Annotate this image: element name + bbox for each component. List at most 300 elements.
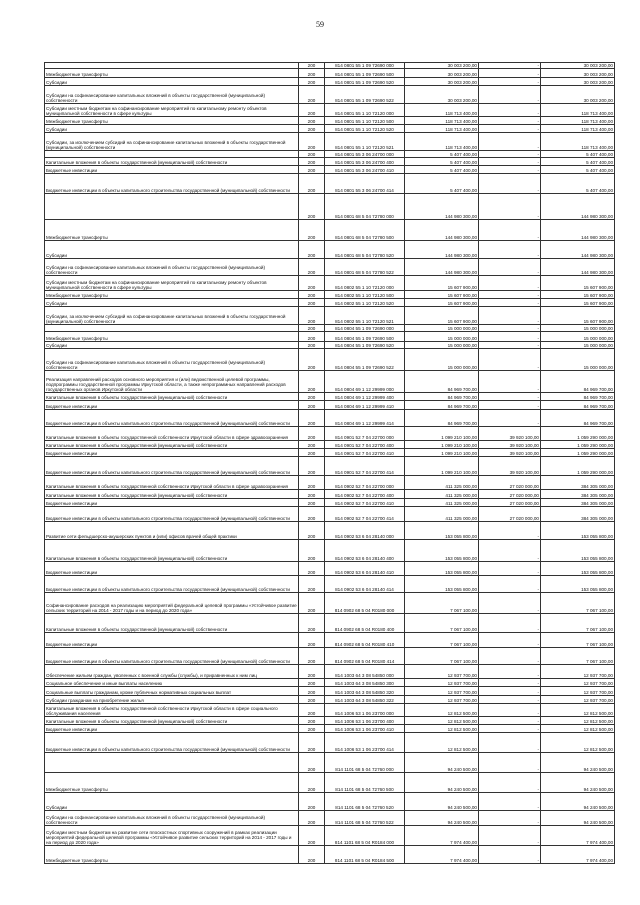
- table-row: [45, 499, 615, 507]
- row-code-cell: 200: [299, 614, 325, 633]
- row-name-cell: Межбюджетные трансферты: [45, 117, 299, 125]
- row-name-cell: Бюджетные инвестиции: [45, 401, 299, 410]
- row-total-cell: 15 607 900,00: [541, 299, 615, 307]
- row-amount-cell: 5 407 400,00: [405, 166, 479, 174]
- table-row: [45, 166, 615, 174]
- table-row: [45, 687, 615, 696]
- row-code-cell: 200: [299, 194, 325, 220]
- row-code-cell: 200: [299, 826, 325, 846]
- row-amount-cell: 411 325 000,00: [405, 507, 479, 522]
- row-amount-cell: 144 980 300,00: [405, 259, 479, 276]
- table-row: [45, 276, 615, 291]
- row-code-cell: 200: [299, 593, 325, 614]
- row-classification-code-cell: 814 1006 53 1 06 23700 414: [325, 733, 405, 753]
- row-code-cell: 200: [299, 499, 325, 507]
- row-code-cell: 200: [299, 393, 325, 401]
- row-code-cell: 200: [299, 687, 325, 696]
- table-row: [45, 679, 615, 687]
- row-total-cell: 12 937 700,00: [541, 665, 615, 679]
- row-classification-code-cell: 814 0801 55 1 10 72120 500: [325, 117, 405, 125]
- row-amount-cell: 7 067 100,00: [405, 593, 479, 614]
- row-classification-code-cell: 814 0902 52 7 04 22700 400: [325, 490, 405, 499]
- table-row: [45, 78, 615, 86]
- row-change-cell: -: [479, 151, 541, 158]
- row-change-cell: -: [479, 241, 541, 259]
- row-name-cell: Софинансирование расходов на реализацию мероприятий федеральной целевой программы «Устойчивое развитие сельских территорий на 2014 - 2017 годы и на период до 2020 года»: [45, 593, 299, 614]
- row-change-cell: -: [479, 371, 541, 393]
- row-amount-cell: 153 055 800,00: [405, 540, 479, 562]
- row-code-cell: 200: [299, 733, 325, 753]
- row-amount-cell: 118 713 400,00: [405, 133, 479, 151]
- row-total-cell: 30 003 200,00: [541, 78, 615, 86]
- row-name-cell: Субсидии гражданам на приобретение жилья: [45, 696, 299, 704]
- row-amount-cell: 411 325 000,00: [405, 476, 479, 490]
- table-row: [45, 633, 615, 648]
- row-total-cell: 1 059 290 000,00: [541, 427, 615, 441]
- row-classification-code-cell: 814 0801 55 1 09 72690 000: [325, 63, 405, 69]
- row-change-cell: -: [479, 576, 541, 593]
- row-code-cell: 200: [299, 441, 325, 449]
- row-code-cell: 200: [299, 476, 325, 490]
- row-total-cell: 153 055 800,00: [541, 540, 615, 562]
- table-row: [45, 449, 615, 457]
- table-row: [45, 614, 615, 633]
- row-amount-cell: 30 003 200,00: [405, 78, 479, 86]
- row-name-cell: [45, 194, 299, 220]
- row-change-cell: -: [479, 846, 541, 864]
- table-row: [45, 507, 615, 522]
- row-name-cell: Социальное обеспечение и иные выплаты населению: [45, 679, 299, 687]
- row-classification-code-cell: 814 0902 68 5 04 R0180 414: [325, 648, 405, 665]
- row-classification-code-cell: 814 0801 68 5 04 72780 500: [325, 220, 405, 241]
- row-name-cell: Реализация направлений расходов основного мероприятия и (или) ведомственной целевой программы, подпрограммы государственной программы Иркутской области, а также непрограммных направлений расходов государственных органов Иркутской области: [45, 371, 299, 393]
- row-name-cell: Капитальные вложения в объекты государственной (муниципальной) собственности: [45, 441, 299, 449]
- row-code-cell: 200: [299, 773, 325, 793]
- table-row: [45, 648, 615, 665]
- row-change-cell: -: [479, 593, 541, 614]
- row-amount-cell: 7 067 100,00: [405, 648, 479, 665]
- table-row: [45, 410, 615, 427]
- table-row: [45, 401, 615, 410]
- row-code-cell: 200: [299, 507, 325, 522]
- table-row: [45, 562, 615, 576]
- row-name-cell: Субсидии на софинансирование капитальных вложений в объекты государственной (муниципальной) собственности: [45, 86, 299, 104]
- row-name-cell: Бюджетные инвестиции в объекты капитального строительства государственной (муниципальной) собственности: [45, 457, 299, 476]
- row-code-cell: 200: [299, 540, 325, 562]
- row-total-cell: 12 812 500,00: [541, 704, 615, 717]
- row-change-cell: -: [479, 614, 541, 633]
- table-row: [45, 307, 615, 325]
- row-name-cell: Капитальные вложения в объекты государственной (муниципальной) собственности: [45, 393, 299, 401]
- page-number: 59: [316, 20, 324, 29]
- row-classification-code-cell: 814 1101 68 5 04 R0184 000: [325, 826, 405, 846]
- row-classification-code-cell: 814 0902 53 6 04 28140 000: [325, 522, 405, 540]
- row-change-cell: 27 020 000,00: [479, 507, 541, 522]
- row-total-cell: 84 969 700,00: [541, 410, 615, 427]
- table-row: [45, 522, 615, 540]
- row-change-cell: -: [479, 349, 541, 371]
- table-row: [45, 793, 615, 811]
- table-row: [45, 291, 615, 299]
- row-classification-code-cell: 814 0804 69 1 12 29999 410: [325, 401, 405, 410]
- row-classification-code-cell: 814 1003 64 3 08 54850 322: [325, 696, 405, 704]
- row-total-cell: 5 407 400,00: [541, 166, 615, 174]
- row-classification-code-cell: 814 0902 68 5 04 R0180 000: [325, 593, 405, 614]
- row-change-cell: -: [479, 733, 541, 753]
- row-total-cell: 153 055 800,00: [541, 522, 615, 540]
- table-row: [45, 725, 615, 733]
- row-classification-code-cell: 814 0902 68 5 04 R0180 410: [325, 633, 405, 648]
- row-total-cell: 12 937 700,00: [541, 696, 615, 704]
- row-name-cell: Обеспечение жильем граждан, уволенных с военной службы (службы), и приравненных к ним лиц: [45, 665, 299, 679]
- row-name-cell: Бюджетные инвестиции: [45, 166, 299, 174]
- row-amount-cell: 7 067 100,00: [405, 614, 479, 633]
- row-name-cell: Субсидии местным бюджетам на софинансирование мероприятий по капитальному ремонту объектов муниципальной собственности в сфере культуры: [45, 276, 299, 291]
- row-amount-cell: 30 003 200,00: [405, 63, 479, 69]
- row-amount-cell: 30 003 200,00: [405, 86, 479, 104]
- row-total-cell: 1 059 290 000,00: [541, 441, 615, 449]
- row-change-cell: -: [479, 401, 541, 410]
- row-change-cell: -: [479, 63, 541, 69]
- table-row: [45, 717, 615, 725]
- row-amount-cell: 5 407 400,00: [405, 158, 479, 166]
- table-row: [45, 733, 615, 753]
- row-classification-code-cell: 814 1003 64 3 08 54850 320: [325, 687, 405, 696]
- row-amount-cell: 15 607 900,00: [405, 291, 479, 299]
- row-total-cell: 84 969 700,00: [541, 393, 615, 401]
- row-code-cell: 200: [299, 78, 325, 86]
- row-name-cell: Субсидии, за исключением субсидий на софинансирование капитальных вложений в объекты государственной (муниципальной) собственности: [45, 133, 299, 151]
- row-name-cell: Субсидии: [45, 793, 299, 811]
- row-classification-code-cell: 814 0901 52 7 04 22700 410: [325, 449, 405, 457]
- row-amount-cell: 15 000 000,00: [405, 325, 479, 332]
- row-change-cell: -: [479, 276, 541, 291]
- table-row: [45, 332, 615, 342]
- row-change-cell: 39 920 100,00: [479, 457, 541, 476]
- row-code-cell: 200: [299, 846, 325, 864]
- row-change-cell: -: [479, 793, 541, 811]
- row-amount-cell: 153 055 800,00: [405, 562, 479, 576]
- row-name-cell: Капитальные вложения в объекты государственной (муниципальной) собственности: [45, 614, 299, 633]
- row-amount-cell: 12 937 700,00: [405, 687, 479, 696]
- row-name-cell: Субсидии местным бюджетам на софинансирование мероприятий по капитальному ремонту объектов муниципальной собственности в сфере культуры: [45, 104, 299, 117]
- row-amount-cell: 12 812 500,00: [405, 704, 479, 717]
- row-total-cell: 94 240 500,00: [541, 773, 615, 793]
- row-total-cell: 118 713 400,00: [541, 133, 615, 151]
- row-classification-code-cell: 814 0801 55 1 10 72120 000: [325, 104, 405, 117]
- row-code-cell: 200: [299, 401, 325, 410]
- table-row: [45, 125, 615, 133]
- row-total-cell: 12 812 500,00: [541, 733, 615, 753]
- row-change-cell: -: [479, 78, 541, 86]
- row-name-cell: Капитальные вложения в объекты государственной собственности Иркутской области в сфере здравоохранения: [45, 427, 299, 441]
- row-total-cell: 1 059 290 000,00: [541, 449, 615, 457]
- row-name-cell: Капитальные вложения в объекты государственной (муниципальной) собственности: [45, 490, 299, 499]
- row-total-cell: 5 407 400,00: [541, 158, 615, 166]
- table-row: [45, 393, 615, 401]
- row-code-cell: 200: [299, 371, 325, 393]
- row-change-cell: -: [479, 104, 541, 117]
- row-name-cell: Межбюджетные трансферты: [45, 69, 299, 78]
- budget-table: [44, 62, 615, 864]
- row-code-cell: 200: [299, 633, 325, 648]
- table-row: [45, 349, 615, 371]
- row-total-cell: 384 305 000,00: [541, 476, 615, 490]
- row-amount-cell: 144 980 300,00: [405, 241, 479, 259]
- row-total-cell: 15 607 900,00: [541, 291, 615, 299]
- row-name-cell: Бюджетные инвестиции: [45, 633, 299, 648]
- row-classification-code-cell: 814 0902 52 7 04 22700 414: [325, 507, 405, 522]
- table-row: [45, 427, 615, 441]
- row-classification-code-cell: 814 0804 55 1 09 72690 500: [325, 332, 405, 342]
- row-change-cell: 27 020 000,00: [479, 490, 541, 499]
- row-total-cell: 15 607 900,00: [541, 276, 615, 291]
- table-row: [45, 576, 615, 593]
- table-row: [45, 441, 615, 449]
- row-amount-cell: 30 003 200,00: [405, 69, 479, 78]
- row-change-cell: -: [479, 410, 541, 427]
- row-total-cell: 7 067 100,00: [541, 633, 615, 648]
- row-amount-cell: 12 937 700,00: [405, 665, 479, 679]
- row-total-cell: 30 003 200,00: [541, 86, 615, 104]
- row-code-cell: 200: [299, 811, 325, 826]
- row-classification-code-cell: 814 0902 52 7 04 22700 410: [325, 499, 405, 507]
- row-change-cell: -: [479, 299, 541, 307]
- row-amount-cell: 12 812 500,00: [405, 725, 479, 733]
- row-change-cell: -: [479, 665, 541, 679]
- row-code-cell: 200: [299, 410, 325, 427]
- row-change-cell: -: [479, 562, 541, 576]
- row-name-cell: Субсидии, за исключением субсидий на софинансирование капитальных вложений в объекты государственной (муниципальной) собственности: [45, 307, 299, 325]
- row-amount-cell: 15 607 900,00: [405, 299, 479, 307]
- row-amount-cell: 1 099 210 100,00: [405, 449, 479, 457]
- row-change-cell: -: [479, 194, 541, 220]
- row-change-cell: -: [479, 679, 541, 687]
- table-row: [45, 593, 615, 614]
- row-name-cell: Бюджетные инвестиции: [45, 449, 299, 457]
- row-classification-code-cell: 814 1101 68 5 04 72760 520: [325, 793, 405, 811]
- row-amount-cell: 94 240 500,00: [405, 773, 479, 793]
- row-amount-cell: 15 607 900,00: [405, 307, 479, 325]
- row-total-cell: 7 974 400,00: [541, 846, 615, 864]
- row-amount-cell: 84 969 700,00: [405, 393, 479, 401]
- row-classification-code-cell: 814 0801 55 3 06 24700 400: [325, 158, 405, 166]
- row-change-cell: -: [479, 826, 541, 846]
- row-amount-cell: 1 099 210 100,00: [405, 441, 479, 449]
- row-classification-code-cell: 814 0802 55 1 10 72120 521: [325, 307, 405, 325]
- row-classification-code-cell: 814 0801 68 5 04 72780 522: [325, 259, 405, 276]
- row-code-cell: 200: [299, 717, 325, 725]
- row-change-cell: -: [479, 307, 541, 325]
- row-name-cell: Межбюджетные трансферты: [45, 220, 299, 241]
- row-classification-code-cell: 814 0802 55 1 10 72120 520: [325, 299, 405, 307]
- row-change-cell: -: [479, 522, 541, 540]
- row-amount-cell: 12 937 700,00: [405, 679, 479, 687]
- row-change-cell: -: [479, 69, 541, 78]
- row-name-cell: Бюджетные инвестиции в объекты капитального строительства государственной (муниципальной) собственности: [45, 733, 299, 753]
- row-amount-cell: 1 099 210 100,00: [405, 457, 479, 476]
- row-amount-cell: 12 812 500,00: [405, 733, 479, 753]
- row-classification-code-cell: 814 1006 53 1 06 23700 410: [325, 725, 405, 733]
- row-total-cell: 94 240 500,00: [541, 793, 615, 811]
- row-name-cell: Бюджетные инвестиции в объекты капитального строительства государственной (муниципальной) собственности: [45, 410, 299, 427]
- row-classification-code-cell: 814 1101 68 5 04 72760 522: [325, 811, 405, 826]
- table-row: [45, 174, 615, 194]
- table-row: [45, 259, 615, 276]
- row-name-cell: Бюджетные инвестиции: [45, 499, 299, 507]
- row-amount-cell: 144 980 300,00: [405, 220, 479, 241]
- row-total-cell: 7 067 100,00: [541, 648, 615, 665]
- row-code-cell: 200: [299, 696, 325, 704]
- table-row: [45, 476, 615, 490]
- table-row: [45, 158, 615, 166]
- row-code-cell: 200: [299, 576, 325, 593]
- row-total-cell: 15 000 000,00: [541, 332, 615, 342]
- row-code-cell: 200: [299, 665, 325, 679]
- row-total-cell: 94 240 500,00: [541, 811, 615, 826]
- row-classification-code-cell: 814 0901 52 7 04 22700 400: [325, 441, 405, 449]
- table-row: [45, 753, 615, 773]
- row-total-cell: 1 059 290 000,00: [541, 457, 615, 476]
- row-name-cell: Межбюджетные трансферты: [45, 773, 299, 793]
- row-total-cell: 7 974 400,00: [541, 826, 615, 846]
- row-total-cell: 84 969 700,00: [541, 401, 615, 410]
- row-classification-code-cell: 814 0801 55 3 06 24700 000: [325, 151, 405, 158]
- row-code-cell: 200: [299, 307, 325, 325]
- row-code-cell: 200: [299, 793, 325, 811]
- row-total-cell: 153 055 800,00: [541, 576, 615, 593]
- row-code-cell: 200: [299, 241, 325, 259]
- row-classification-code-cell: 814 0901 52 7 04 22700 414: [325, 457, 405, 476]
- row-total-cell: 12 812 500,00: [541, 717, 615, 725]
- row-code-cell: 200: [299, 753, 325, 773]
- row-code-cell: 200: [299, 349, 325, 371]
- row-amount-cell: 84 969 700,00: [405, 410, 479, 427]
- row-name-cell: Капитальные вложения в объекты государственной собственности Иркутской области в сфере здравоохранения: [45, 476, 299, 490]
- row-change-cell: -: [479, 166, 541, 174]
- table-row: [45, 457, 615, 476]
- row-name-cell: [45, 753, 299, 773]
- row-change-cell: 39 920 100,00: [479, 441, 541, 449]
- row-amount-cell: 15 000 000,00: [405, 349, 479, 371]
- row-total-cell: 118 713 400,00: [541, 104, 615, 117]
- row-name-cell: [45, 151, 299, 158]
- table-row: [45, 151, 615, 158]
- row-name-cell: Субсидии: [45, 78, 299, 86]
- row-classification-code-cell: 814 0804 55 1 09 72690 522: [325, 349, 405, 371]
- row-amount-cell: 153 055 800,00: [405, 522, 479, 540]
- table-row: [45, 371, 615, 393]
- row-amount-cell: 12 812 500,00: [405, 717, 479, 725]
- row-change-cell: -: [479, 811, 541, 826]
- table-row: [45, 704, 615, 717]
- row-classification-code-cell: 814 1101 68 5 04 72760 500: [325, 773, 405, 793]
- row-amount-cell: 5 407 400,00: [405, 174, 479, 194]
- row-name-cell: Бюджетные инвестиции в объекты капитального строительства государственной (муниципальной) собственности: [45, 174, 299, 194]
- row-change-cell: -: [479, 704, 541, 717]
- row-change-cell: 27 020 000,00: [479, 499, 541, 507]
- row-amount-cell: 84 969 700,00: [405, 401, 479, 410]
- row-classification-code-cell: 814 1006 53 1 06 23700 400: [325, 717, 405, 725]
- row-name-cell: Субсидии: [45, 342, 299, 349]
- row-total-cell: 5 407 400,00: [541, 151, 615, 158]
- row-change-cell: -: [479, 332, 541, 342]
- row-total-cell: 15 000 000,00: [541, 342, 615, 349]
- row-code-cell: 200: [299, 104, 325, 117]
- row-amount-cell: 118 713 400,00: [405, 125, 479, 133]
- row-total-cell: 7 067 100,00: [541, 593, 615, 614]
- row-classification-code-cell: 814 0801 68 5 04 72780 520: [325, 241, 405, 259]
- row-amount-cell: 12 937 700,00: [405, 696, 479, 704]
- row-code-cell: 200: [299, 117, 325, 125]
- row-amount-cell: 411 325 000,00: [405, 490, 479, 499]
- row-code-cell: 200: [299, 125, 325, 133]
- row-classification-code-cell: 814 0804 69 1 12 29999 414: [325, 410, 405, 427]
- row-code-cell: 200: [299, 220, 325, 241]
- row-total-cell: 15 000 000,00: [541, 325, 615, 332]
- row-name-cell: Бюджетные инвестиции в объекты капитального строительства государственной (муниципальной) собственности: [45, 576, 299, 593]
- table-row: [45, 194, 615, 220]
- row-amount-cell: 7 067 100,00: [405, 633, 479, 648]
- row-code-cell: 200: [299, 457, 325, 476]
- row-classification-code-cell: 814 0801 55 1 10 72120 521: [325, 133, 405, 151]
- row-name-cell: Социальные выплаты гражданам, кроме публичных нормативных социальных выплат: [45, 687, 299, 696]
- row-code-cell: 200: [299, 259, 325, 276]
- row-code-cell: 200: [299, 449, 325, 457]
- row-change-cell: 39 920 100,00: [479, 449, 541, 457]
- row-total-cell: 144 980 300,00: [541, 194, 615, 220]
- row-total-cell: 84 969 700,00: [541, 371, 615, 393]
- row-classification-code-cell: 814 0902 53 6 04 28140 400: [325, 540, 405, 562]
- table-row: [45, 696, 615, 704]
- row-code-cell: 200: [299, 158, 325, 166]
- row-total-cell: 30 003 200,00: [541, 63, 615, 69]
- table-row: [45, 86, 615, 104]
- row-classification-code-cell: 814 0804 55 1 09 72690 000: [325, 325, 405, 332]
- table-row: [45, 773, 615, 793]
- row-name-cell: Бюджетные инвестиции: [45, 725, 299, 733]
- row-total-cell: 384 305 000,00: [541, 499, 615, 507]
- row-code-cell: 200: [299, 522, 325, 540]
- row-name-cell: Субсидии местным бюджетам на развитие сети плоскостных спортивных сооружений в рамках реализации мероприятий федеральной целевой программы «Устойчивое развитие сельских территорий на 2014 - 2017 годы и на период до 2020 года»: [45, 826, 299, 846]
- row-change-cell: -: [479, 291, 541, 299]
- table-row: [45, 69, 615, 78]
- row-change-cell: 39 920 100,00: [479, 427, 541, 441]
- row-name-cell: Капитальные вложения в объекты государственной (муниципальной) собственности: [45, 158, 299, 166]
- row-name-cell: Субсидии на софинансирование капитальных вложений в объекты государственной (муниципальной) собственности: [45, 811, 299, 826]
- row-code-cell: 200: [299, 151, 325, 158]
- row-classification-code-cell: 814 1003 64 3 08 54850 000: [325, 665, 405, 679]
- row-classification-code-cell: 814 0901 52 7 04 22700 000: [325, 427, 405, 441]
- row-amount-cell: 94 240 500,00: [405, 793, 479, 811]
- row-change-cell: -: [479, 696, 541, 704]
- table-row: [45, 826, 615, 846]
- row-classification-code-cell: 814 0801 55 1 09 72690 520: [325, 78, 405, 86]
- row-name-cell: Субсидии: [45, 299, 299, 307]
- row-classification-code-cell: 814 0801 55 1 09 72690 522: [325, 86, 405, 104]
- row-total-cell: 5 407 400,00: [541, 174, 615, 194]
- row-total-cell: 30 003 200,00: [541, 69, 615, 78]
- row-change-cell: -: [479, 125, 541, 133]
- row-total-cell: 12 812 500,00: [541, 725, 615, 733]
- row-change-cell: -: [479, 220, 541, 241]
- row-amount-cell: 411 325 000,00: [405, 499, 479, 507]
- row-classification-code-cell: 814 0902 53 6 04 28140 410: [325, 562, 405, 576]
- row-name-cell: Субсидии: [45, 241, 299, 259]
- row-change-cell: -: [479, 342, 541, 349]
- row-classification-code-cell: 814 0802 55 1 10 72120 000: [325, 276, 405, 291]
- row-code-cell: 200: [299, 86, 325, 104]
